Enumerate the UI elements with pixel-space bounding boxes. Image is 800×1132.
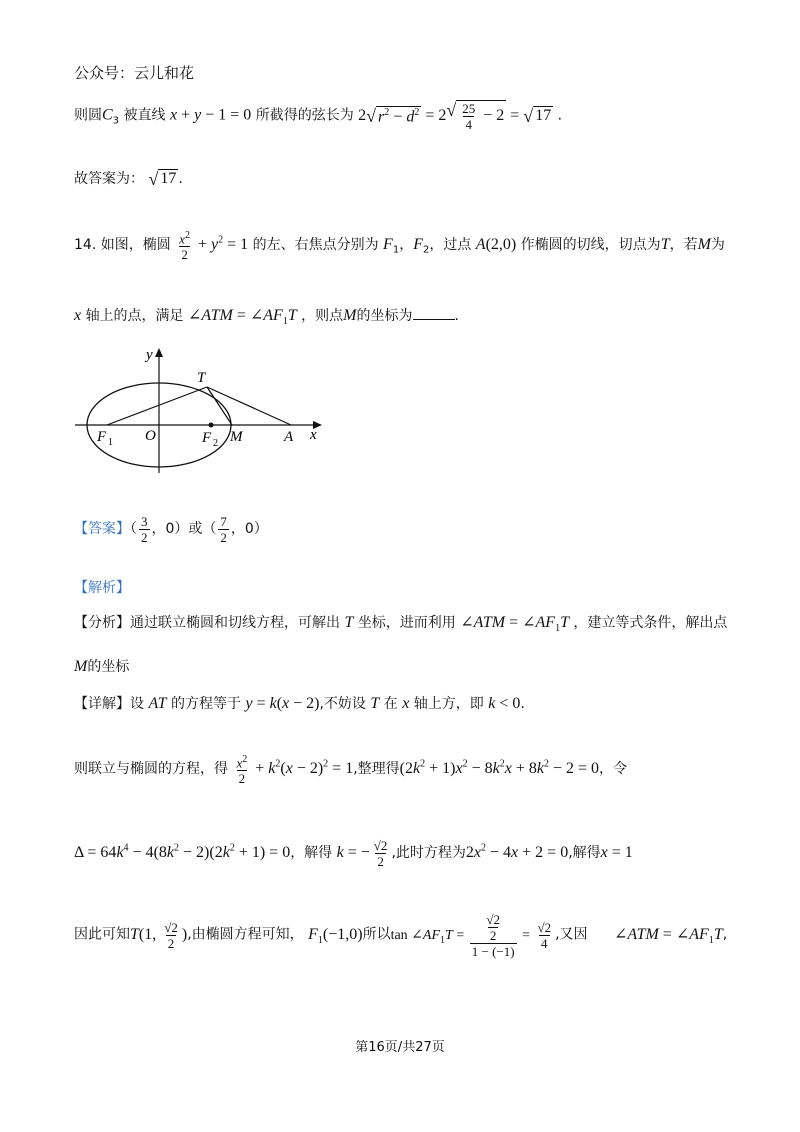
ellipse-figure [70, 345, 330, 475]
detail-line-2: 则联立与椭圆的方程，得 $\frac{x^2}{2}$ + $k^2(x - 2)^2 = 1$,整理得$(2k^2 + 1)x^2 - 8k^2x + 8k^2 - 2 = 0$，令 [74, 754, 627, 787]
detail-line-1: 【详解】设 AT 的方程等于 y = k(x − 2),不妨设 T 在 x 轴上方，即 k < 0. [74, 695, 525, 712]
answer-blank [413, 319, 455, 320]
analysis-line-1: 【分析】通过联立椭圆和切线方程，可解出 T 坐标，进而利用 ∠ATM = $\angle AF_1T$ ，建立等式条件，解出点 [74, 614, 728, 635]
label-x: x [310, 427, 317, 443]
label-a: A [284, 429, 294, 445]
answer-tag: 【答案】 [74, 521, 130, 538]
analysis-tag: 【解析】 [74, 580, 130, 596]
ellipse-equation: $\frac{x^2}{2}$ + $y^2 = 1$ [179, 230, 249, 263]
label-f1-sub: 1 [108, 437, 113, 448]
y-axis-arrow [155, 348, 163, 357]
label-t: T [197, 370, 206, 386]
label-f1: F [97, 429, 107, 445]
label-f2: F [202, 430, 212, 446]
detail-line-3: $\Delta = 64k^4 - 4(8k^2 - 2)(2k^2 + 1) = 0$，解得 k = − $\frac{√2}{2}$ ,此时方程为$2x^2 - 4x + 2 = 0$,解得x = 1 [74, 838, 633, 869]
analysis-line-2: M的坐标 [74, 658, 130, 675]
answer-line: 【答案】（ $\frac{3}{2}$ ，0）或（ $\frac{7}{2}$ ，0） [74, 514, 268, 545]
label-f2-sub: 2 [213, 438, 218, 449]
page-header: 公众号：云儿和花 [74, 64, 195, 82]
segment-f1-t [107, 387, 207, 425]
question-14-line-2: x 轴上的点，满足 ∠ATM = $\angle AF_1T$ ，则点M的坐标为 . [74, 307, 459, 328]
text-line-1: 则圆$C_3$ 被直线 x + y − 1 = 0 所截得的弦长为 2 √ $r^2 - d^2$ = 2 √ $\frac{25}{4}$ − 2 = √ 17 . [74, 100, 563, 132]
label-y: y [146, 347, 153, 363]
chord-length-formula: 2 √ $r^2 - d^2$ = 2 √ $\frac{25}{4}$ − 2 = √ 17 [358, 100, 552, 132]
detail-line-4: 因此可知T(1, $\frac{√2}{2}$ ),由椭圆方程可知， $F_1(-1,0)$所以$\tan \angle AF_1T$ = $\frac{\frac{√2}{2}}{1 - (-1)}$ = $\frac{√2}{4}$ ,又因 ∠ATM = $\angle AF_1T$, [74, 912, 728, 959]
page-footer: 第16页/共27页 [355, 1040, 445, 1055]
line-equation: x + y − 1 = 0 [169, 106, 252, 124]
label-m: M [230, 429, 243, 445]
focus-f2-dot [209, 423, 214, 428]
text-line-2: 故答案为： √ 17 . [74, 168, 183, 189]
label-o: O [145, 428, 156, 444]
question-14-line-1: 14. 如图，椭圆 $\frac{x^2}{2}$ + $y^2 = 1$ 的左、右焦点分别为 $F_1$，$F_2$，过点 A(2,0) 作椭圆的切线，切点为T，若M为 [74, 230, 725, 263]
